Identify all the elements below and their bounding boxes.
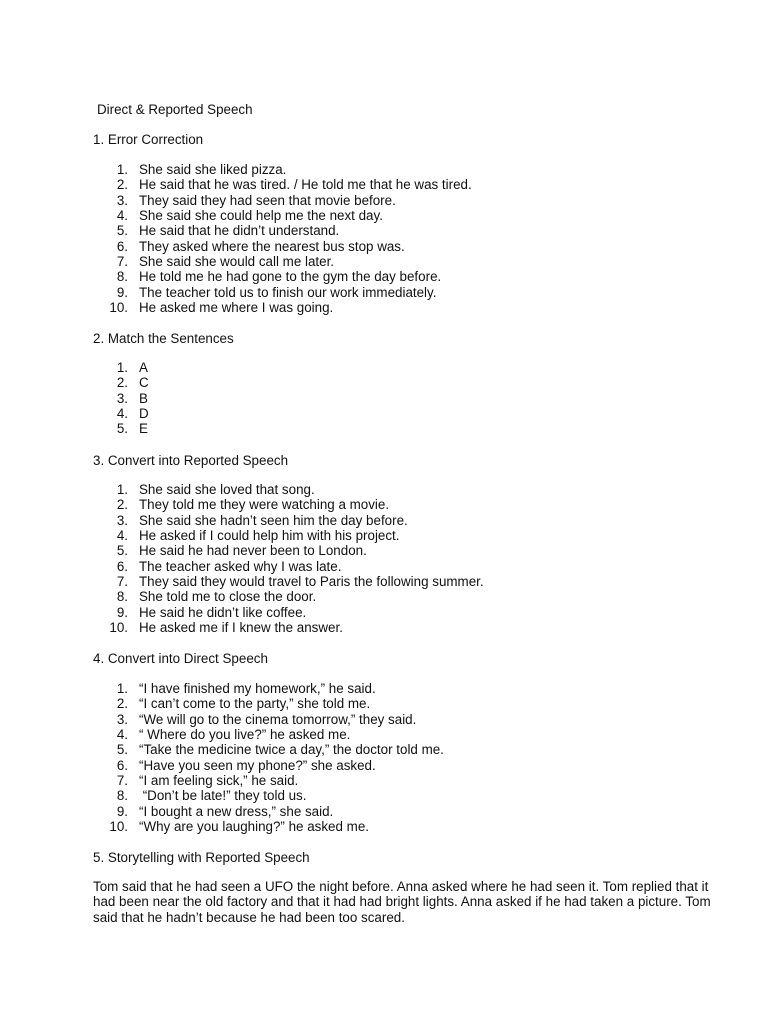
item-text: The teacher asked why I was late. xyxy=(139,558,342,574)
item-text: E xyxy=(139,421,148,437)
item-number: 4. xyxy=(116,528,128,544)
item-text: He asked if I could help him with his project. xyxy=(139,528,400,544)
section-heading-convert-reported: 3. Convert into Reported Speech xyxy=(93,453,289,468)
item-number: 2. xyxy=(116,375,128,391)
item-text: “Don’t be late!” they told us. xyxy=(139,788,307,804)
item-number: 6. xyxy=(116,238,128,254)
item-text: C xyxy=(139,375,149,391)
item-text: They asked where the nearest bus stop was. xyxy=(139,238,405,254)
item-number: 1. xyxy=(116,681,128,696)
item-text: “I am feeling sick,” he said. xyxy=(139,773,299,789)
item-number: 3. xyxy=(116,390,128,406)
item-text: “We will go to the cinema tomorrow,” they said. xyxy=(139,711,417,727)
document-title: Direct & Reported Speech xyxy=(97,102,253,117)
item-number: 2. xyxy=(116,696,128,712)
item-text: A xyxy=(139,360,148,375)
section-heading-convert-direct: 4. Convert into Direct Speech xyxy=(93,651,268,666)
item-text: He asked me where I was going. xyxy=(139,300,334,316)
item-number: 4. xyxy=(116,406,128,422)
item-number: 10. xyxy=(109,620,128,636)
item-number: 7. xyxy=(116,574,128,590)
item-text: She said she would call me later. xyxy=(139,254,335,270)
item-number: 4. xyxy=(116,727,128,743)
item-number: 4. xyxy=(116,208,128,224)
item-text: “I bought a new dress,” she said. xyxy=(139,803,334,819)
item-text: The teacher told us to finish our work immediately. xyxy=(139,284,437,300)
item-number: 7. xyxy=(116,773,128,789)
story-paragraph: Tom said that he had seen a UFO the night before. Anna asked where he had seen it. Tom replied that it had been near the old factory and that it had had bright lights. Anna asked if he had taken a picture. Tom said that he hadn’t because he had been too scared. xyxy=(93,879,711,925)
item-number: 1. xyxy=(116,162,128,177)
item-number: 1. xyxy=(116,482,128,497)
item-text: They told me they were watching a movie. xyxy=(139,497,390,513)
item-number: 2. xyxy=(116,497,128,513)
item-text: He told me he had gone to the gym the day before. xyxy=(139,269,442,285)
item-text: She told me to close the door. xyxy=(139,589,317,605)
section-heading-storytelling: 5. Storytelling with Reported Speech xyxy=(93,850,310,865)
item-text: He asked me if I knew the answer. xyxy=(139,620,343,636)
item-text: “I have finished my homework,” he said. xyxy=(139,681,376,696)
item-number: 6. xyxy=(116,757,128,773)
item-number: 8. xyxy=(116,589,128,605)
item-number: 3. xyxy=(116,711,128,727)
item-number: 8. xyxy=(116,269,128,285)
item-number: 2. xyxy=(116,177,128,193)
item-number: 3. xyxy=(116,192,128,208)
item-number: 9. xyxy=(116,803,128,819)
item-text: He said he had never been to London. xyxy=(139,543,367,559)
section-heading-match-sentences: 2. Match the Sentences xyxy=(93,331,234,346)
item-text: He said that he was tired. / He told me that he was tired. xyxy=(139,177,472,193)
item-text: D xyxy=(139,406,149,422)
item-text: She said she loved that song. xyxy=(139,482,315,497)
item-text: B xyxy=(139,390,148,406)
item-number: 9. xyxy=(116,604,128,620)
item-text: They said they would travel to Paris the following summer. xyxy=(139,574,484,590)
item-text: She said she hadn’t seen him the day before. xyxy=(139,512,408,528)
item-number: 5. xyxy=(116,742,128,758)
item-text: He said he didn’t like coffee. xyxy=(139,604,307,620)
item-text: They said they had seen that movie before. xyxy=(139,192,396,208)
item-text: He said that he didn’t understand. xyxy=(139,223,340,239)
section-heading-error-correction: 1. Error Correction xyxy=(93,132,204,147)
item-text: She said she could help me the next day. xyxy=(139,208,383,224)
item-number: 8. xyxy=(116,788,128,804)
item-number: 10. xyxy=(109,300,128,316)
item-number: 5. xyxy=(116,421,128,437)
item-text: “Take the medicine twice a day,” the doctor told me. xyxy=(139,742,444,758)
item-number: 6. xyxy=(116,558,128,574)
item-text: She said she liked pizza. xyxy=(139,162,287,177)
item-number: 9. xyxy=(116,284,128,300)
item-number: 1. xyxy=(116,360,128,375)
item-number: 5. xyxy=(116,223,128,239)
item-number: 10. xyxy=(109,819,128,835)
item-number: 3. xyxy=(116,512,128,528)
item-number: 5. xyxy=(116,543,128,559)
item-number: 7. xyxy=(116,254,128,270)
item-text: “ Where do you live?” he asked me. xyxy=(139,727,351,743)
item-text: “Have you seen my phone?” she asked. xyxy=(139,757,376,773)
item-text: “Why are you laughing?” he asked me. xyxy=(139,819,369,835)
item-text: “I can’t come to the party,” she told me. xyxy=(139,696,371,712)
